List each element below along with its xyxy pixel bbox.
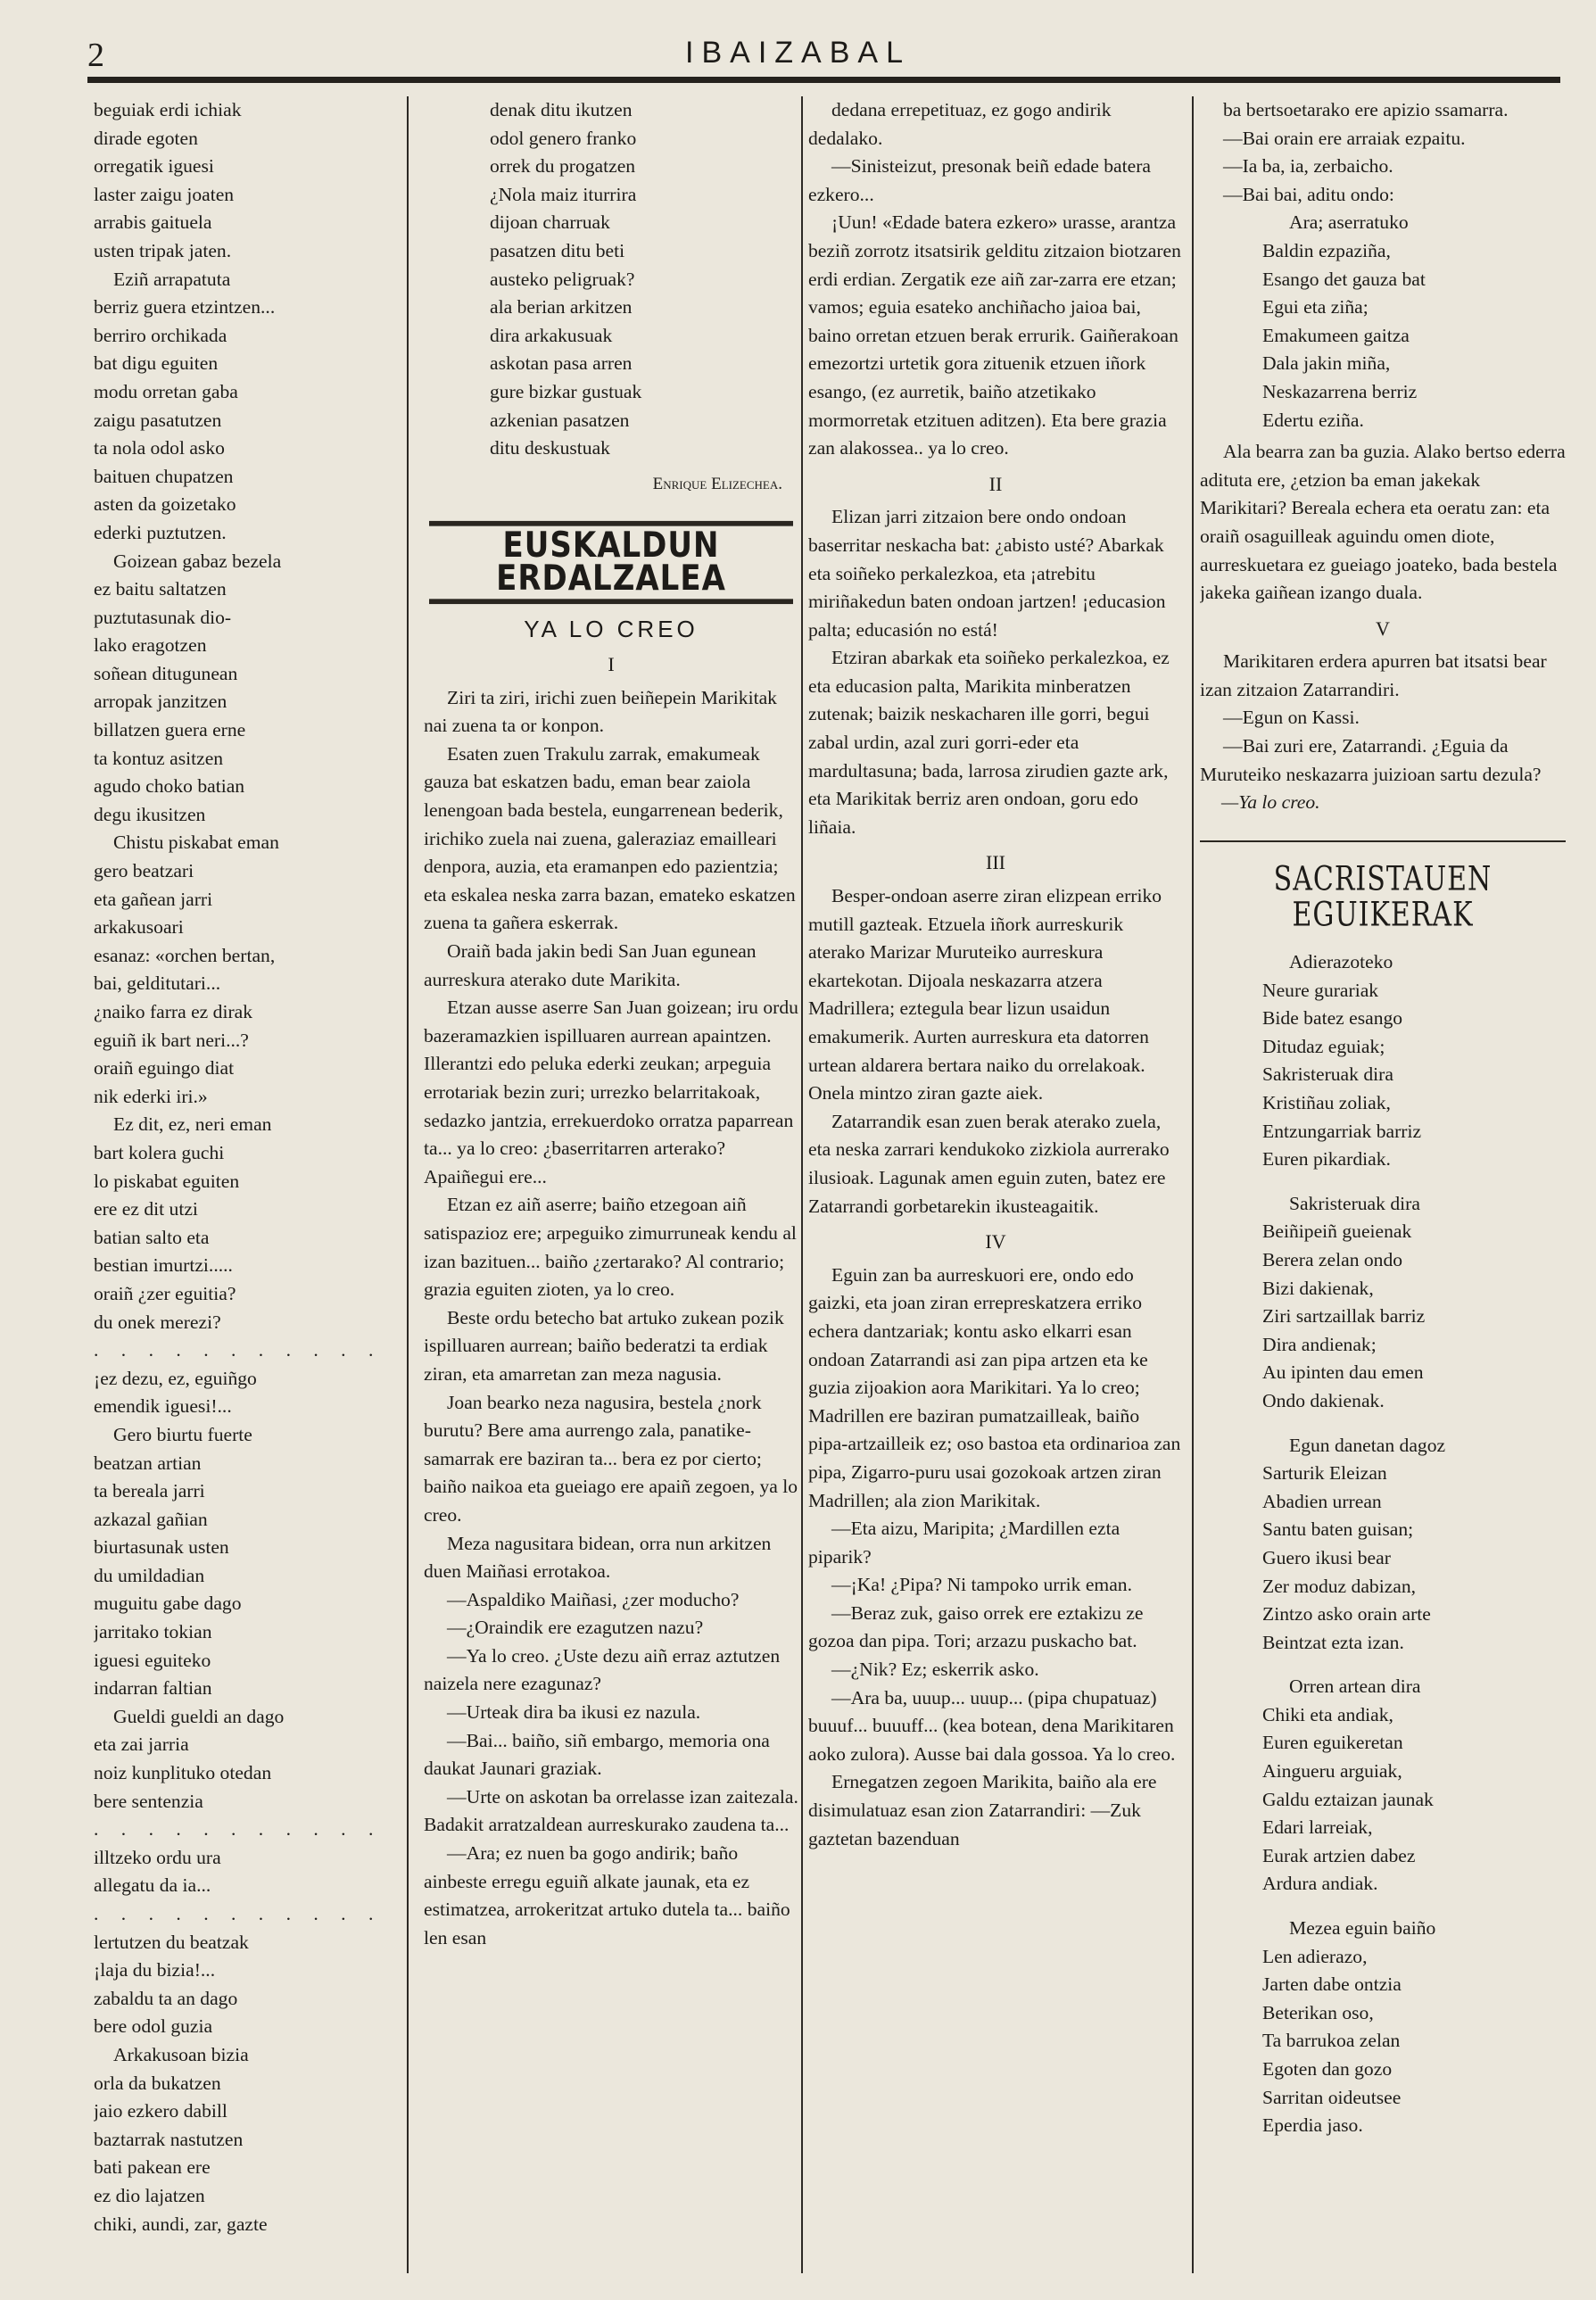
stanza-line: Galdu eztaizan jaunak [1262,1788,1434,1810]
text-line: Gueldi gueldi an dago [113,1705,285,1727]
stanza-line: Egoten dan gozo [1262,2058,1393,2080]
column-divider [801,96,803,2273]
stanza-line: Bizi dakienak, [1262,1277,1374,1299]
text-line: . . . . . . . . . . . [94,1903,383,1924]
column-4 [1200,96,1566,2273]
paragraph: Esaten zuen Trakulu zarrak, emakumeak gauza bat eskatzen badu, eman bear zaiola lenengoan bada bestela, eungarrenean bederik, irichiko zuela nai zuena, galeraziaz emailleari denpora, auzia, eta eramanpen edo pazientzia; eta eskalea neska zarra bazan, emateko eskatzen zuena ta gañera eskerrak. [424,742,796,934]
text-line: orrek du progatzen [490,155,636,178]
text-line: emendik iguesi!... [94,1395,232,1418]
text-line: ez dio lajatzen [94,2184,205,2206]
section-heading: III [986,851,1005,874]
text-line: du onek merezi? [94,1311,221,1333]
text-line: berriro orchikada [94,324,227,346]
paragraph: Besper-ondoan aserre ziran elizpean erriko mutill gazteak. Etzuela iñork aurreskurik aterako Marizar Muruteiko aurreskura ekartekotan. Dijoala neskazarra atzera Madrillera; eztegula bear lizun usaidun emakumerik. Aurten aurreskura eta datorren urtean aldarera bertara naiko du orrelakoak. Onela mintzo ziran gazte aiek. [808,885,1162,1104]
text-line: baztarrak nastutzen [94,2128,244,2150]
text-line: zabaldu ta an dago [94,1987,238,2009]
text-line: noiz kunplituko otedan [94,1762,272,1784]
stanza-line: Edari larreiak, [1262,1816,1373,1839]
stanza [1200,1915,1566,2140]
text-line: Edertu eziña. [1262,409,1364,431]
column-2 [424,96,798,2273]
text-line: gero beatzari [94,860,194,882]
paragraph: Etzan ausse aserre San Juan goizean; iru ordu bazeramazkien ispilluaren aurrean apaintzen. Illerantzi edo peluka ederki zeukan; arpeguia errotariak bezin zuri; urrezko belarritakoak, sedazko jantzia, errekuerdoko orratza paparrean ta... ya lo creo: ¿baserritarren arterako? Apaiñegui ere... [424,997,798,1187]
text-line: azkenian pasatzen [490,409,630,431]
text-line: askotan pasa arren [490,352,633,375]
paragraph: —Bai orain ere arraiak ezpaitu. [1223,127,1466,149]
text-line: arkakusoari [94,916,184,939]
paragraph: Etziran abarkak eta soiñeko perkalezkoa, ez eta educasion palta, Marikita minberatzen zutenak; baizik neskacharen ille gorri, begui zabal urdin, azal zuri gorri-eder eta mardultasuna; bada, larrosa zirudien gazte ark, eta Marikitak berriz aren ondoan, goru edo liñaia. [808,647,1170,838]
text-line: azkazal gañian [94,1508,208,1530]
text-line: agudo choko batian [94,775,245,798]
story-text [1200,438,1566,608]
text-line: dirade egoten [94,127,198,149]
text-line: jaio ezkero dabill [94,2100,227,2122]
text-line: denak ditu ikutzen [490,99,633,120]
text-line: ¿Nola maiz iturrira [490,183,637,205]
text-line: bai, gelditutari... [94,972,221,995]
paragraph: —Urte on askotan ba orrelasse izan zaitezala. Badakit arratzaldean aurreskurako zaudena ta... [424,1785,798,1836]
stanza [1200,1673,1566,1899]
text-line: ¿naiko farra ez dirak [94,1001,253,1022]
stanza-line: Au ipinten dau emen [1262,1361,1424,1384]
page-number: 2 [87,37,104,74]
text-line: arropak janzitzen [94,691,227,713]
stanza-line: Len adierazo, [1262,1945,1368,1967]
text-line: eta zai jarria [94,1733,189,1756]
stanza-line: Ardura andiak. [1262,1873,1378,1895]
paragraph: Meza nagusitara bidean, orra nun arkitzen duen Maiñasi errotakoa. [424,1532,772,1583]
paragraph: Elizan jarri zitzaion bere ondo ondoan baserritar neskacha bat: ¿abisto usté? Abarkak eta soiñeko perkalezkoa, eta ¡atrebitu miriñakedun baten ondoan jartzen! ¡educasion palta; educasión no está! [808,506,1166,641]
stanza-line: Sarturik Eleizan [1262,1462,1387,1485]
stanza-line: Berera zelan ondo [1262,1248,1403,1270]
paragraph: —Beraz zuk, gaiso orrek ere eztakizu ze gozoa dan pipa. Tori; arzazu puskacho bat. [808,1601,1144,1652]
paragraph: dedana errepetituaz, ez gogo andirik dedalako. [808,99,1112,149]
text-line: bere sentenzia [94,1790,203,1812]
text-line: lertutzen du beatzak [94,1931,249,1953]
text-line: pasatzen ditu beti [490,239,625,261]
text-line: allegatu da ia... [94,1874,211,1897]
section-heading: II [988,472,1003,495]
text-line: beguiak erdi ichiak [94,99,242,120]
text-line: lako eragotzen [94,634,207,657]
text-line: Goizean gabaz bezela [113,550,282,572]
text-line: esanaz: «orchen bertan, [94,944,276,966]
text-line: puztutasunak dio- [94,606,232,628]
column-1 [94,96,395,2273]
story-text [808,503,1183,841]
story-title: EUSKALDUN ERDALZALEA [429,521,793,604]
text-line: chiki, aundi, zar, gazte [94,2213,268,2235]
text-line: bart kolera guchi [94,1141,225,1163]
paragraph: Ala bearra zan ba guzia. Alako bertso ederra adituta ere, ¿etzion ba eman jakekak Marikitari? Bereala echera eta oeratu zan: eta oraiñ osaguilleak aguindu omen diote, aurreskuetara ez gueiago joateko, bada bestela jakeka gaiñean izango duala. [1200,441,1566,604]
text-line: Chistu piskabat eman [113,831,279,854]
text-line: iguesi eguiteko [94,1649,211,1671]
text-line: ditu deskustuak [490,437,610,459]
text-line: degu ikusitzen [94,803,206,825]
text-line: Ez dit, ez, neri eman [113,1113,272,1136]
stanza-line: Zer moduz dabizan, [1262,1575,1417,1597]
paragraph: ¡Uun! «Edade batera ezkero» urasse, arantza beziñ zorrotz itsatsirik gelditu zitzaion biotzaren erdi erdian. Zergatik eze aiñ zar-zarra ere etzan; vamos; eguia esateko anchiñacho jaioa bai, baino orretan etzuen berak errurik. Gaiñerakoan emezortzi urtetik gora zituenik etzuen iñork esango, (ez aurretik, baiño atzetikako mormorretak etzituen aditzen). Eta bere grazia zan alakossea.. ya lo creo. [808,211,1181,459]
stanza [1200,1190,1566,1416]
text-line: dijoan charruak [490,211,610,234]
paragraph: —Ara ba, uuup... uuup... (pipa chupatuaz) buuuf... buuuff... (kea botean, dena Marikitaren aoko zulora). Ausse bai dala gossoa. Ya lo creo. [808,1686,1176,1765]
paragraph: Ziri ta ziri, irichi zuen beiñepein Marikitak nai zuena ta or konpon. [424,686,777,737]
text-line: bati pakean ere [94,2156,211,2179]
stanza-line: Guero ikusi bear [1262,1546,1391,1568]
text-line: austeko peligruak? [490,268,635,290]
text-line: ¡ez dezu, ez, eguiñgo [94,1367,257,1389]
text-line: ez baitu saltatzen [94,578,227,600]
text-line: ala berian arkitzen [490,296,633,319]
text-line: ta kontuz asitzen [94,747,224,769]
paragraph: Beste ordu betecho bat artuko zukean pozik ispilluaren aurrean; baiño bederatzi ta erdiak ziran, eta amarretan zan meza nagusia. [424,1306,784,1385]
stanza-line: Neure gurariak [1262,979,1379,1001]
text-line: indarran faltian [94,1677,212,1700]
stanza-line: Beintzat ezta izan. [1262,1631,1404,1653]
stanza-line: Beiñipeiñ gueienak [1262,1220,1412,1243]
text-line: oraiñ eguingo diat [94,1057,235,1080]
section-heading: IV [985,1230,1006,1253]
column-divider [1192,96,1194,2273]
poem-continuation [424,96,798,463]
text-line: bestian imurtzi..... [94,1254,233,1277]
paragraph: —Ya lo creo. ¿Uste dezu aiñ erraz aztutzen naizela nere ezagunaz? [424,1644,781,1695]
section-heading: I [608,653,615,676]
stanza-line: Eurak artzien dabez [1262,1844,1416,1866]
text-line: ¡laja du bizia!... [94,1959,216,1981]
story-text [424,684,798,1953]
text-line: eguiñ ik bart neri...? [94,1029,249,1051]
paragraph: —Urteak dira ba ikusi ez nazula. [447,1701,701,1724]
masthead-title: IBAIZABAL [685,36,911,70]
stanza-line: Euren pikardiak. [1262,1148,1391,1171]
paragraph: —Ara; ez nuen ba gogo andirik; baño ainbeste erregu eguiñ alkate jaunak, eta ez estimatzea, arrokeritzat artuko dutela ta... baiño len esan [424,1842,790,1948]
text-line: ta bereala jarri [94,1480,205,1502]
paragraph: Zatarrandik esan zuen berak aterako zuela, eta neska zarrari kendukoko zizkiola aurrerako ilusioak. Lagunak amen eguin zuten, batez ere Zatarrandi gorbetarekin ikusteagaitik. [808,1110,1170,1217]
paragraph: —Egun on Kassi. [1223,707,1360,729]
text-line: Baldin ezpaziña, [1262,239,1391,261]
stanza-line: Santu baten guisan; [1262,1518,1414,1541]
text-line: ere ez dit utzi [94,1198,198,1220]
story-text [1200,96,1566,209]
text-line: dira arkakusuak [490,324,613,346]
text-line: Dala jakin miña, [1262,352,1391,375]
stanza-line: Ziri sartzaillak barriz [1262,1305,1426,1328]
story-text [808,96,1183,463]
stanza-line: Entzungarriak barriz [1262,1120,1422,1142]
stanza-line: Chiki eta andiak, [1262,1703,1393,1725]
stanza-line: Eperdia jaso. [1262,2114,1363,2137]
text-line: oraiñ ¿zer eguitia? [94,1282,236,1304]
verse [1200,209,1566,434]
poem-signature: Enrique Elizechea. [652,474,782,493]
paragraph: Joan bearko neza nagusira, bestela ¿nork burutu? Bere ama aurrengo zala, panatike-samarrak ere baziran ta... bera ez por cierto; baiño naikoa eta gueiago ere apaiñ zegoen, ya lo creo. [424,1391,798,1526]
text-line: berriz guera etzintzen... [94,296,276,319]
text-line: billatzen guera erne [94,719,246,741]
paragraph: —Bai zuri ere, Zatarrandi. ¿Eguia da Muruteiko neskazarra juizioan sartu dezula? [1200,735,1542,785]
header-rule [87,77,1560,83]
stanza [1200,948,1566,1174]
text-line: muguitu gabe dago [94,1593,242,1615]
story-text [808,1262,1183,1853]
text-line: Egui eta ziña; [1262,296,1369,319]
paragraph: —Eta aizu, Maripita; ¿Mardillen ezta piparik? [808,1518,1121,1568]
text-line: arrabis gaituela [94,211,212,234]
text-line: Esango det gauza bat [1262,268,1426,290]
column-divider [407,96,409,2273]
stanza-line: Egun danetan dagoz [1289,1434,1446,1456]
story-signature: —Ya lo creo. [1221,791,1320,814]
text-line: Arkakusoan bizia [113,2043,249,2065]
paragraph: ba bertsoetarako ere apizio ssamarra. [1223,99,1509,120]
stanza-line: Zintzo asko orain arte [1262,1603,1431,1626]
text-line: eta gañean jarri [94,888,213,910]
text-line: orregatik iguesi [94,155,214,178]
stanza-line: Jarten dabe ontzia [1262,1973,1402,1996]
stanza-line: Mezea eguin baiño [1289,1917,1436,1940]
stanza-line: Orren artean dira [1289,1675,1421,1698]
paragraph: Oraiñ bada jakin bedi San Juan egunean aurreskura aterako dute Marikita. [424,940,757,990]
text-line: ta nola odol asko [94,437,225,459]
text-line: usten tripak jaten. [94,239,232,261]
poem-stanzas [1200,948,1566,2140]
stanza-line: Abadien urrean [1262,1490,1382,1512]
story-text [1200,648,1566,789]
text-line: Eziñ arrapatuta [113,268,231,290]
stanza-line: Sakristeruak dira [1289,1192,1420,1214]
paragraph: —Bai bai, aditu ondo: [1223,183,1394,205]
stanza-line: Ditudaz eguiak; [1262,1035,1385,1057]
stanza-line: Adierazoteko [1289,951,1393,973]
text-line: biurtasunak usten [94,1536,229,1559]
text-line: modu orretan gaba [94,380,238,402]
text-line: soñean ditugunean [94,662,238,684]
section-rule [1200,840,1566,842]
paragraph: —Bai... baiño, siñ embargo, memoria ona daukat Jaunari graziak. [424,1729,770,1780]
paragraph: Eguin zan ba aurreskuori ere, ondo edo gaizki, eta joan ziran errepreskatzera erriko echera dantzariak; kontu asko elkarri esan ondoan Zatarrandi asi zan pipa artzen eta ke guzia zijoakion aora Marikitari. Ya lo creo; Madrillen ere baziran pumatzailleak, baiño pipa-artzailleik ez; oso bastoa eta ordinarioa zan pipa, Zigarro-puru usai gozokoak artzen ziran Madrillen; ala zion Marikitak. [808,1263,1181,1511]
text-line: bat digu eguiten [94,352,219,375]
text-line: beatzan artian [94,1452,202,1474]
text-line: Emakumeen gaitza [1262,324,1410,346]
paragraph: —¡Ka! ¿Pipa? Ni tampoko urrik eman. [831,1574,1133,1596]
stanza-line: Euren eguikeretan [1262,1732,1403,1754]
text-line: Gero biurtu fuerte [113,1423,252,1445]
text-line: zaigu pasatutzen [94,409,222,431]
paragraph: —Aspaldiko Maiñasi, ¿zer moducho? [447,1588,740,1610]
paragraph: —Sinisteizut, presonak beiñ edade batera ezkero... [808,155,1151,205]
column-3 [808,96,1183,2273]
stanza-line: Bide batez esango [1262,1007,1403,1030]
text-line: laster zaigu joaten [94,183,235,205]
text-line: batian salto eta [94,1226,210,1248]
text-line: baituen chupatzen [94,465,234,487]
stanza-line: Beterikan oso, [1262,2001,1374,2023]
paragraph: Marikitaren erdera apurren bat itsatsi bear izan zitzaion Zatarrandiri. [1200,650,1547,700]
paragraph: Etzan ez aiñ aserre; baiño etzegoan aiñ satispazioz ere; arpeguiko zimurruneak kendu al izan bazituen... baiño ¿zertarako? Al contrario; grazia eguiten zioten, ya lo creo. [424,1194,797,1301]
stanza-line: Dira andienak; [1262,1333,1377,1355]
stanza-line: Ondo dakienak. [1262,1389,1385,1411]
text-line: Neskazarrena berriz [1262,380,1418,402]
paragraph: —Ia ba, ia, zerbaicho. [1223,155,1393,178]
text-line: illtzeko ordu ura [94,1846,221,1868]
text-line: orla da bukatzen [94,2072,221,2094]
stanza-line: Sakristeruak dira [1262,1063,1393,1086]
story-subtitle: YA LO CREO [524,615,699,642]
paragraph: —¿Nik? Ez; eskerrik asko. [831,1659,1039,1681]
text-line: gure bizkar gustuak [490,380,642,402]
stanza-line: Kristiñau zoliak, [1262,1092,1391,1113]
stanza-line: Aingueru arguiak, [1262,1760,1402,1783]
paragraph: —¿Oraindik ere ezagutzen nazu? [447,1617,704,1639]
text-line: . . . . . . . . . . . [94,1339,383,1361]
text-line: odol genero franko [490,127,637,149]
paragraph: Ernegatzen zegoen Marikita, baiño ala ere disimulatuaz esan zion Zatarrandiri: —Zuk gaztetan bazenduan [808,1771,1157,1849]
text-line: jarritako tokian [94,1621,212,1643]
stanza-line: Ta barrukoa zelan [1262,2030,1401,2052]
story-text [808,882,1183,1220]
text-line: bere odol guzia [94,2015,213,2038]
text-line: . . . . . . . . . . . [94,1818,383,1841]
section-heading: V [1376,616,1390,640]
text-line: asten da goizetako [94,493,236,516]
text-line: ederki puztutzen. [94,521,227,543]
text-line: nik ederki iri.» [94,1085,208,1107]
stanza [1200,1432,1566,1658]
text-line: lo piskabat eguiten [94,1170,240,1192]
text-line: du umildadian [94,1564,205,1586]
text-line: Ara; aserratuko [1289,211,1409,234]
stanza-line: Sarritan oideutsee [1262,2086,1402,2108]
poem-title: SACRISTAUEN EGUIKERAK [1273,859,1493,934]
page-header [0,25,1596,87]
